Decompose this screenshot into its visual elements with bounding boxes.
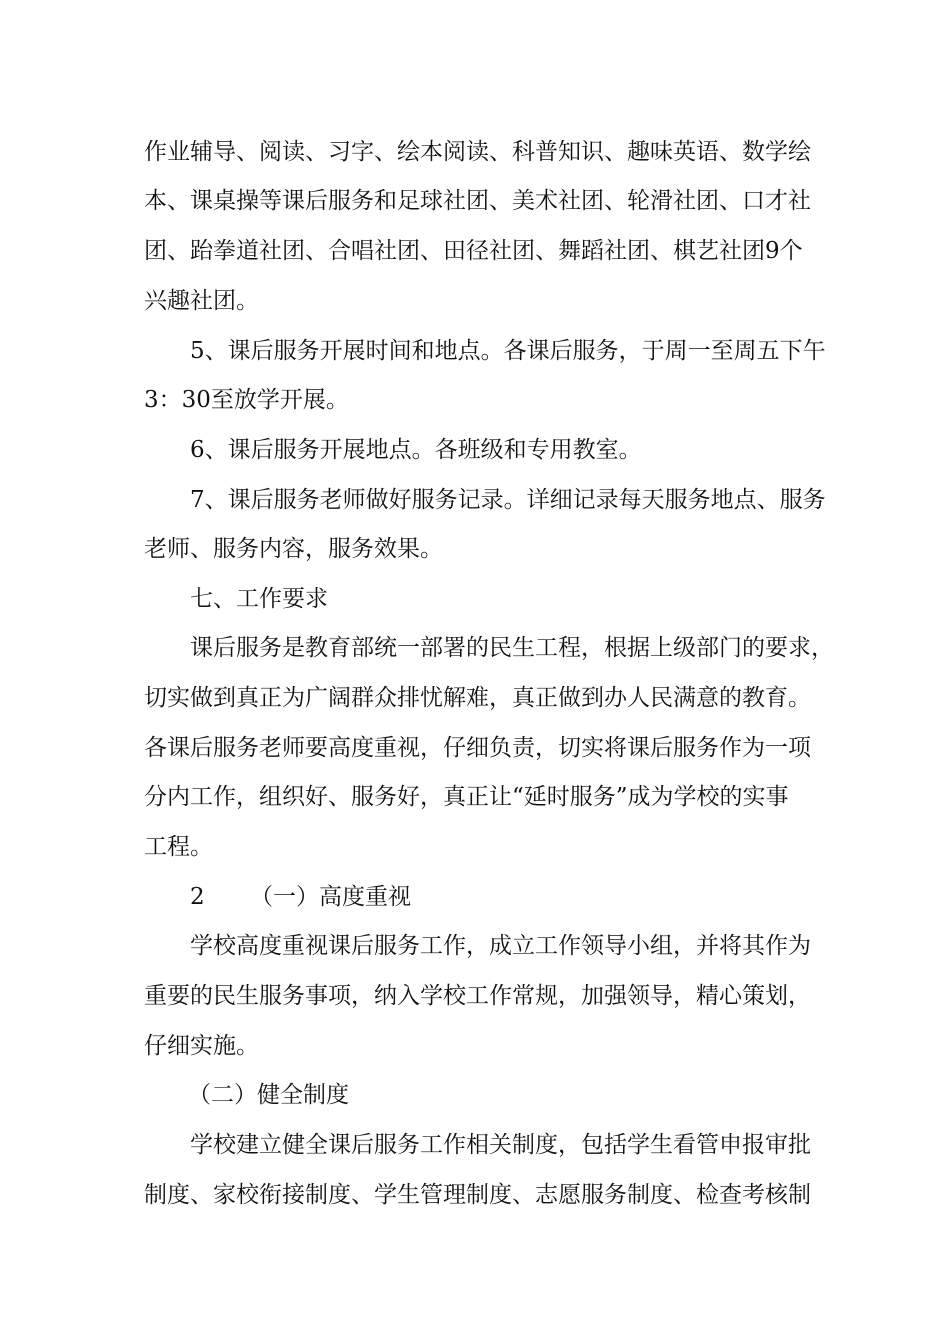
subsection-heading: （二）健全制度 [188,1082,349,1108]
text-line: 作业辅导、阅读、习字、绘本阅读、科普知识、趣味英语、数学绘 [144,139,811,165]
text-line: 3：30至放学开展。 [144,387,349,413]
text-line: 仔细实施。 [144,1033,259,1059]
paragraph-line: 学校建立健全课后服务工作相关制度，包括学生看管申报审批 [190,1132,811,1158]
subsection-heading: （一）高度重视 [250,884,411,910]
text-line: 切实做到真正为广阔群众排忧解难，真正做到办人民满意的教育。 [144,685,811,711]
text-line: 各课后服务老师要高度重视，仔细负责，切实将课后服务作为一项 [144,735,811,761]
section-heading: 七、工作要求 [190,586,328,612]
text-line: 老师、服务内容，服务效果。 [144,536,443,562]
text-line: 兴趣社团。 [144,288,259,314]
text-line: 工程。 [144,834,213,860]
text-line: 本、课桌操等课后服务和足球社团、美术社团、轮滑社团、口才社 [144,188,811,214]
stray-number: 2 [190,884,205,910]
list-item-7: 7、课后服务老师做好服务记录。详细记录每天服务地点、服务 [190,487,826,513]
text-line: 制度、家校衔接制度、学生管理制度、志愿服务制度、检查考核制 [144,1182,811,1208]
paragraph-line: 学校高度重视课后服务工作，成立工作领导小组，并将其作为 [190,933,811,959]
paragraph-line: 课后服务是教育部统一部署的民生工程，根据上级部门的要求， [190,635,834,661]
list-item-5: 5、课后服务开展时间和地点。各课后服务，于周一至周五下午 [190,338,826,364]
list-item-6: 6、课后服务开展地点。各班级和专用教室。 [190,437,642,463]
text-line: 分内工作，组织好、服务好，真正让“延时服务”成为学校的实事 [144,784,789,810]
text-line: 重要的民生服务事项，纳入学校工作常规，加强领导，精心策划， [144,983,811,1009]
text-line: 团、跆拳道社团、合唱社团、田径社团、舞蹈社团、棋艺社团9个 [144,238,803,264]
